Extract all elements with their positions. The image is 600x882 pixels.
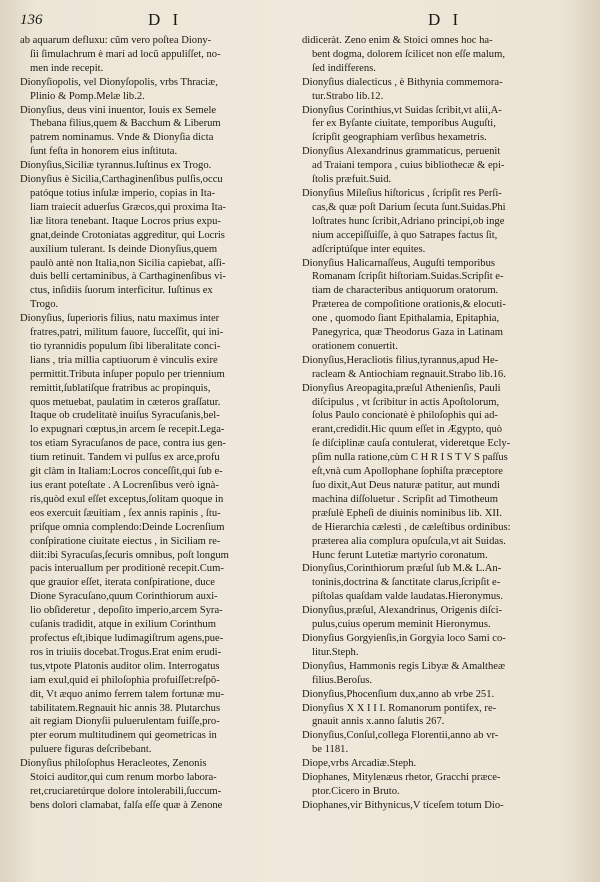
dictionary-entry: [302, 76, 574, 104]
text-line: ſe diſciplinæ cauſa contulerat, videretque Ecly-: [312, 438, 511, 450]
text-line: Dionyſius,Conſul,collega Florentii,anno ab vr-: [302, 730, 499, 742]
text-line: Dionyſius,Heracliotis filius,tyrannus,apud He-: [302, 354, 499, 366]
text-line: Dionyſius Alexandrinus grammaticus, peruenit: [302, 146, 501, 158]
text-line: patrem nominamus. Vnde & Dionyſia dicta: [30, 132, 214, 144]
left-column: [20, 34, 292, 813]
dictionary-entry: [302, 757, 574, 771]
dictionary-entry: [302, 729, 574, 757]
dictionary-entry: [302, 799, 574, 813]
text-line: ros in triuiis docebat.Trogus.Erat enim erudi-: [30, 646, 222, 658]
text-line: ad Traiani tempora , cuius bibliothecæ & epi-: [312, 160, 505, 172]
text-line: iam exul,quid ei philoſophia profuiſſet:reſpõ-: [30, 674, 220, 686]
text-line: Plinio & Pomp.Melæ lib.2.: [30, 90, 145, 102]
text-line: Dionyſius, Hammonis regis Libyæ & Amaltheæ: [302, 660, 506, 672]
text-line: loſtrates hunc ſcribit,Adriano principi,ob inge: [312, 215, 505, 227]
text-line: litur.Steph.: [312, 646, 359, 658]
dictionary-entry: [20, 159, 292, 173]
text-line: tiam de characteribus antiquorum oratorum.: [312, 285, 499, 297]
column-gutter: [292, 32, 293, 872]
text-line: git clàm in Italiam:Locros conceſſit,qui ſub e-: [30, 466, 223, 478]
text-line: lo expugnari cœptus,in arcem ſe recepit.Lega-: [30, 424, 225, 436]
text-line: Diophanes,vir Bithynicus,V tíceſem totum Dio-: [302, 799, 504, 811]
dictionary-entry: [302, 354, 574, 382]
dictionary-entry: [302, 382, 574, 563]
text-line: Itaque ob crudelitatè inuiſus Syracuſanis,bel-: [30, 410, 220, 422]
text-line: Romanam ſcripſit hiſtoriam.Suidas.Scripſit e-: [312, 271, 504, 283]
text-line: pacis interuallum per proditionè recepit.Cum-: [30, 563, 224, 575]
text-line: conſpiratione ciuitate eiectus , in Siciliam re-: [30, 535, 221, 547]
text-line: Dionyſius è Sicilia,Carthaginenſibus pulſis,occu: [20, 174, 223, 186]
text-line: Dionyſius dialecticus , è Bithynia commemora-: [302, 76, 503, 88]
text-line: ſcripſit geographiam verſibus hexametris.: [312, 132, 487, 144]
dictionary-entry: [20, 173, 292, 312]
text-line: eos exercuit ſæuitiam , ſex annis rapinis , ſtu-: [30, 507, 221, 519]
text-line: Dionyſius philoſophus Heracleotes, Zenonis: [20, 758, 207, 770]
text-line: remittit,ſublatiſque fratribus ac propinquis,: [30, 382, 211, 394]
page-number: 136: [20, 12, 43, 28]
text-line: dit, Vt æquo animo ferrem talem fortunæ mu-: [30, 688, 224, 700]
text-line: Dionyſius,Phocenſium dux,anno ab vrbe 251.: [302, 688, 495, 700]
text-line: tabilitatem.Regnauit hic annis 38. Plutarchus: [30, 702, 221, 714]
text-line: ſuo dixit,Aut Deus naturæ patitur, aut mundi: [312, 480, 500, 491]
text-line: cas,& quæ poſt Darium ſecuta ſunt.Suidas.Phi: [312, 201, 506, 213]
text-line: cuſanis tradidit, atque in exilium Corinthum: [30, 619, 216, 631]
text-line: ab aquarum defluxu: cũm vero poſtea Diony-: [20, 35, 212, 46]
text-line: permittit.Tributa inſuper populo per triennium: [30, 368, 225, 380]
text-line: Hunc ferunt Lutetiæ martyrio coronatum.: [312, 549, 488, 561]
text-line: auxilium tulerant. Is deinde Dionyſius,quem: [30, 243, 218, 255]
dictionary-entry: [302, 702, 574, 730]
text-line: filius.Beroſus.: [312, 674, 373, 686]
text-line: men inde recepit.: [30, 62, 104, 74]
text-line: Dione Syracuſano,quum Corinthiorum auxi-: [30, 591, 218, 603]
text-line: nium accepiſſuiſſe, à quo Satrapes factus ſit,: [312, 229, 498, 241]
text-line: orationem conuertit.: [312, 340, 398, 352]
text-line: ret,cruciaretúrque dolore intolerabili,ſuccum-: [30, 785, 222, 797]
text-line: ctus, inſidiis ſuorum interficitur. Iuſtinus ex: [30, 285, 213, 297]
text-line: Diope,vrbs Arcadiæ.Steph.: [302, 758, 417, 770]
text-line: tium retinuit. Tandem vi pulſus ex arce,profu: [30, 452, 220, 464]
text-line: eſt,vnà cum Apollophane ſophiſta præceptore: [312, 466, 503, 478]
text-line: Dionyſius,Corinthiorum præſul ſub M.& L.An-: [302, 563, 502, 575]
left-column-head: D I: [148, 10, 183, 29]
text-line: bens dolori clamabat, falſa eſſe quæ à Zenone: [30, 799, 223, 811]
text-line: gnat,deinde Crotoniatas aggreditur, qui Locris: [30, 229, 225, 241]
right-column: [302, 34, 574, 813]
right-column-head: D I: [428, 10, 463, 29]
text-line: tos etiam Syracuſanos de pace, contra ius gen-: [30, 438, 226, 450]
text-line: Panegyrica, quæ Theodorus Gaza in Latinam: [312, 327, 504, 339]
text-line: præſulè Epheſi de diuinis nominibus lib. XII.: [312, 507, 503, 519]
text-line: Stoici auditor,qui cum renum morbo labora-: [30, 772, 217, 784]
text-line: lians , tria millia captiuorum è vinculis exire: [30, 354, 218, 366]
text-line: ius erant poteſtate . A Locrenſibus verò ignà-: [30, 480, 219, 491]
text-line: Thebana filius,quem & Bacchum & Liberum: [30, 118, 221, 130]
dictionary-entry: [20, 312, 292, 757]
text-line: one , quomodo ſiant Epithalamia, Epitaphia,: [312, 313, 500, 325]
text-line: racleam & Antiochiam regnauit.Strabo lib.16.: [312, 368, 506, 380]
dictionary-entry: [20, 76, 292, 104]
text-line: piſtolas quaſdam valde laudatas.Hieronymus.: [312, 591, 503, 603]
text-line: Dionyſius Mileſius hiſtoricus , ſcripſit res Perſi-: [302, 187, 502, 199]
text-line: Dionyſius,præſul, Alexandrinus, Origenis diſci-: [302, 605, 503, 617]
dictionary-entry: [302, 771, 574, 799]
text-line: Dionyſius, deus vini inuentor, Iouis ex Semele: [20, 104, 217, 116]
text-line: ris,quòd exul eſſet exceptus,ſolitam quoque in: [30, 493, 224, 505]
text-line: Dionyſius,Siciliæ tyrannus.Iuſtinus ex Trogo.: [20, 160, 212, 172]
text-line: Dionyſius Halicarnaſſeus, Auguſti temporibus: [302, 257, 496, 269]
text-line: be 1181.: [312, 744, 349, 756]
text-line: diſcipulus , vt ſcribitur in actis Apoſtolorum,: [312, 396, 500, 408]
text-line: didiceràt. Zeno enim & Stoici omnes hoc ha-: [302, 35, 493, 46]
text-line: Dionyſius Corinthius,vt Suidas ſcribit,vt alii,A-: [302, 104, 502, 116]
dictionary-entry: [302, 688, 574, 702]
text-line: ſunt feſta in honorem eius inſtituta.: [30, 146, 178, 158]
text-line: gnauit annis x.anno ſalutis 267.: [312, 716, 445, 728]
dictionary-entry: [302, 145, 574, 187]
text-line: que grauior eſſet, iterata conſpiratione, duce: [30, 577, 216, 589]
dictionary-entry: [302, 604, 574, 632]
text-line: tio tyrannidis populum ſibi liberalitate conci-: [30, 340, 221, 352]
text-line: Præterea de compoſitione orationis,& elocuti-: [312, 299, 506, 311]
text-line: priſque omnia complendo:Deinde Locrenſium: [30, 521, 225, 533]
text-line: ſtolis præfuit.Suid.: [312, 174, 392, 186]
dictionary-entry: [302, 34, 574, 76]
text-line: profectus eſt,ibique ludimagiſtrum agens,pue-: [30, 632, 224, 644]
dictionary-entry: [302, 257, 574, 354]
text-line: de Hierarchia cælesti , de cæleſtibus ordinibus:: [312, 521, 511, 533]
text-line: adſcriptúſque inter equites.: [312, 243, 426, 255]
dictionary-entry: [302, 104, 574, 146]
text-line: diit:ibi Syracuſas,ſecuris omnibus, poſt longum: [30, 549, 229, 561]
dictionary-entry: [20, 104, 292, 160]
text-line: præterea alia complura opuſcula,vt ait Suidas.: [312, 535, 506, 547]
text-line: erant,credidit.Hic quum eſſet in Ægypto, quò: [312, 424, 503, 436]
text-line: fratres,patri, militum fauore, ſucceſſit, qui ini-: [30, 327, 224, 339]
text-line: ſed indifferens.: [312, 62, 376, 74]
text-line: bent dogma, dolorem ſcilicet non eſſe malum,: [312, 48, 505, 60]
text-line: quos metuebat, paulatim in cæteros graſſatur.: [30, 396, 221, 408]
text-line: Dionyſius, ſuperioris filius, natu maximus inter: [20, 313, 220, 325]
text-line: ſolus Paulo concionatè è philoſophis qui ad-: [312, 410, 498, 422]
text-line: pſim nulla ratione,cùm C H R I S T V S paſſus: [312, 452, 508, 464]
text-line: lio obſideretur , depoſito imperio,arcem Syra-: [30, 605, 223, 617]
text-line: Trogo.: [30, 299, 59, 311]
dictionary-entry: [20, 34, 292, 76]
text-line: ait regiam Dionyſii puluerulentam fuiſſe,pro-: [30, 716, 220, 728]
text-line: liam traiecit aduerſus Græcos,qui proxima Ita-: [30, 201, 226, 213]
text-line: liæ litora tenebant. Itaque Locros prius expu-: [30, 215, 221, 227]
dictionary-entry: [302, 660, 574, 688]
dictionary-entry: [302, 562, 574, 604]
text-line: fer ex Byſante ciuitate, temporibus Auguſti,: [312, 118, 496, 130]
dictionary-entry: [20, 757, 292, 813]
text-line: ptor.Cicero in Bruto.: [312, 785, 400, 797]
running-header: [0, 10, 600, 32]
text-line: puluere figuras deſcribebant.: [30, 744, 152, 756]
text-line: ſii ſimulachrum è mari ad locũ appuliſſet, no-: [30, 48, 221, 60]
text-line: Dionyſius Gorgyienſis,in Gorgyia loco Sami co-: [302, 632, 506, 644]
text-line: patóque totius inſulæ imperio, copias in Ita-: [30, 187, 216, 199]
text-line: Dionyſius Areopagita,præſul Athenienſis, Pauli: [302, 382, 501, 394]
dictionary-entry: [302, 187, 574, 257]
text-line: Dionyſius X X I I I. Romanorum pontifex, re-: [302, 702, 497, 714]
text-line: pter eorum multitudinem qui geometricas in: [30, 730, 217, 742]
text-line: Diophanes, Mitylenæus rhetor, Gracchi præce-: [302, 772, 501, 784]
text-line: duis belli certaminibus, à Carthaginenſibus vi-: [30, 271, 226, 283]
text-line: machina diſſoluetur . Scripſit ad Timotheum: [312, 493, 498, 505]
text-line: toninis,doctrina & ſanctitate clarus,ſcripſit e-: [312, 577, 501, 589]
text-line: pulus,cuius operum meminit Hieronymus.: [312, 619, 491, 631]
dictionary-entry: [302, 632, 574, 660]
text-line: tur.Strabo lib.12.: [312, 90, 384, 102]
text-line: tus,vtpote Platonis auditor olim. Interrogatus: [30, 660, 220, 672]
text-line: Dionyſiopolis, vel Dionyſopolis, vrbs Thraciæ,: [20, 76, 218, 88]
text-line: paulò antè non Italia,non Sicilia capiebat, aſſi-: [30, 257, 226, 269]
